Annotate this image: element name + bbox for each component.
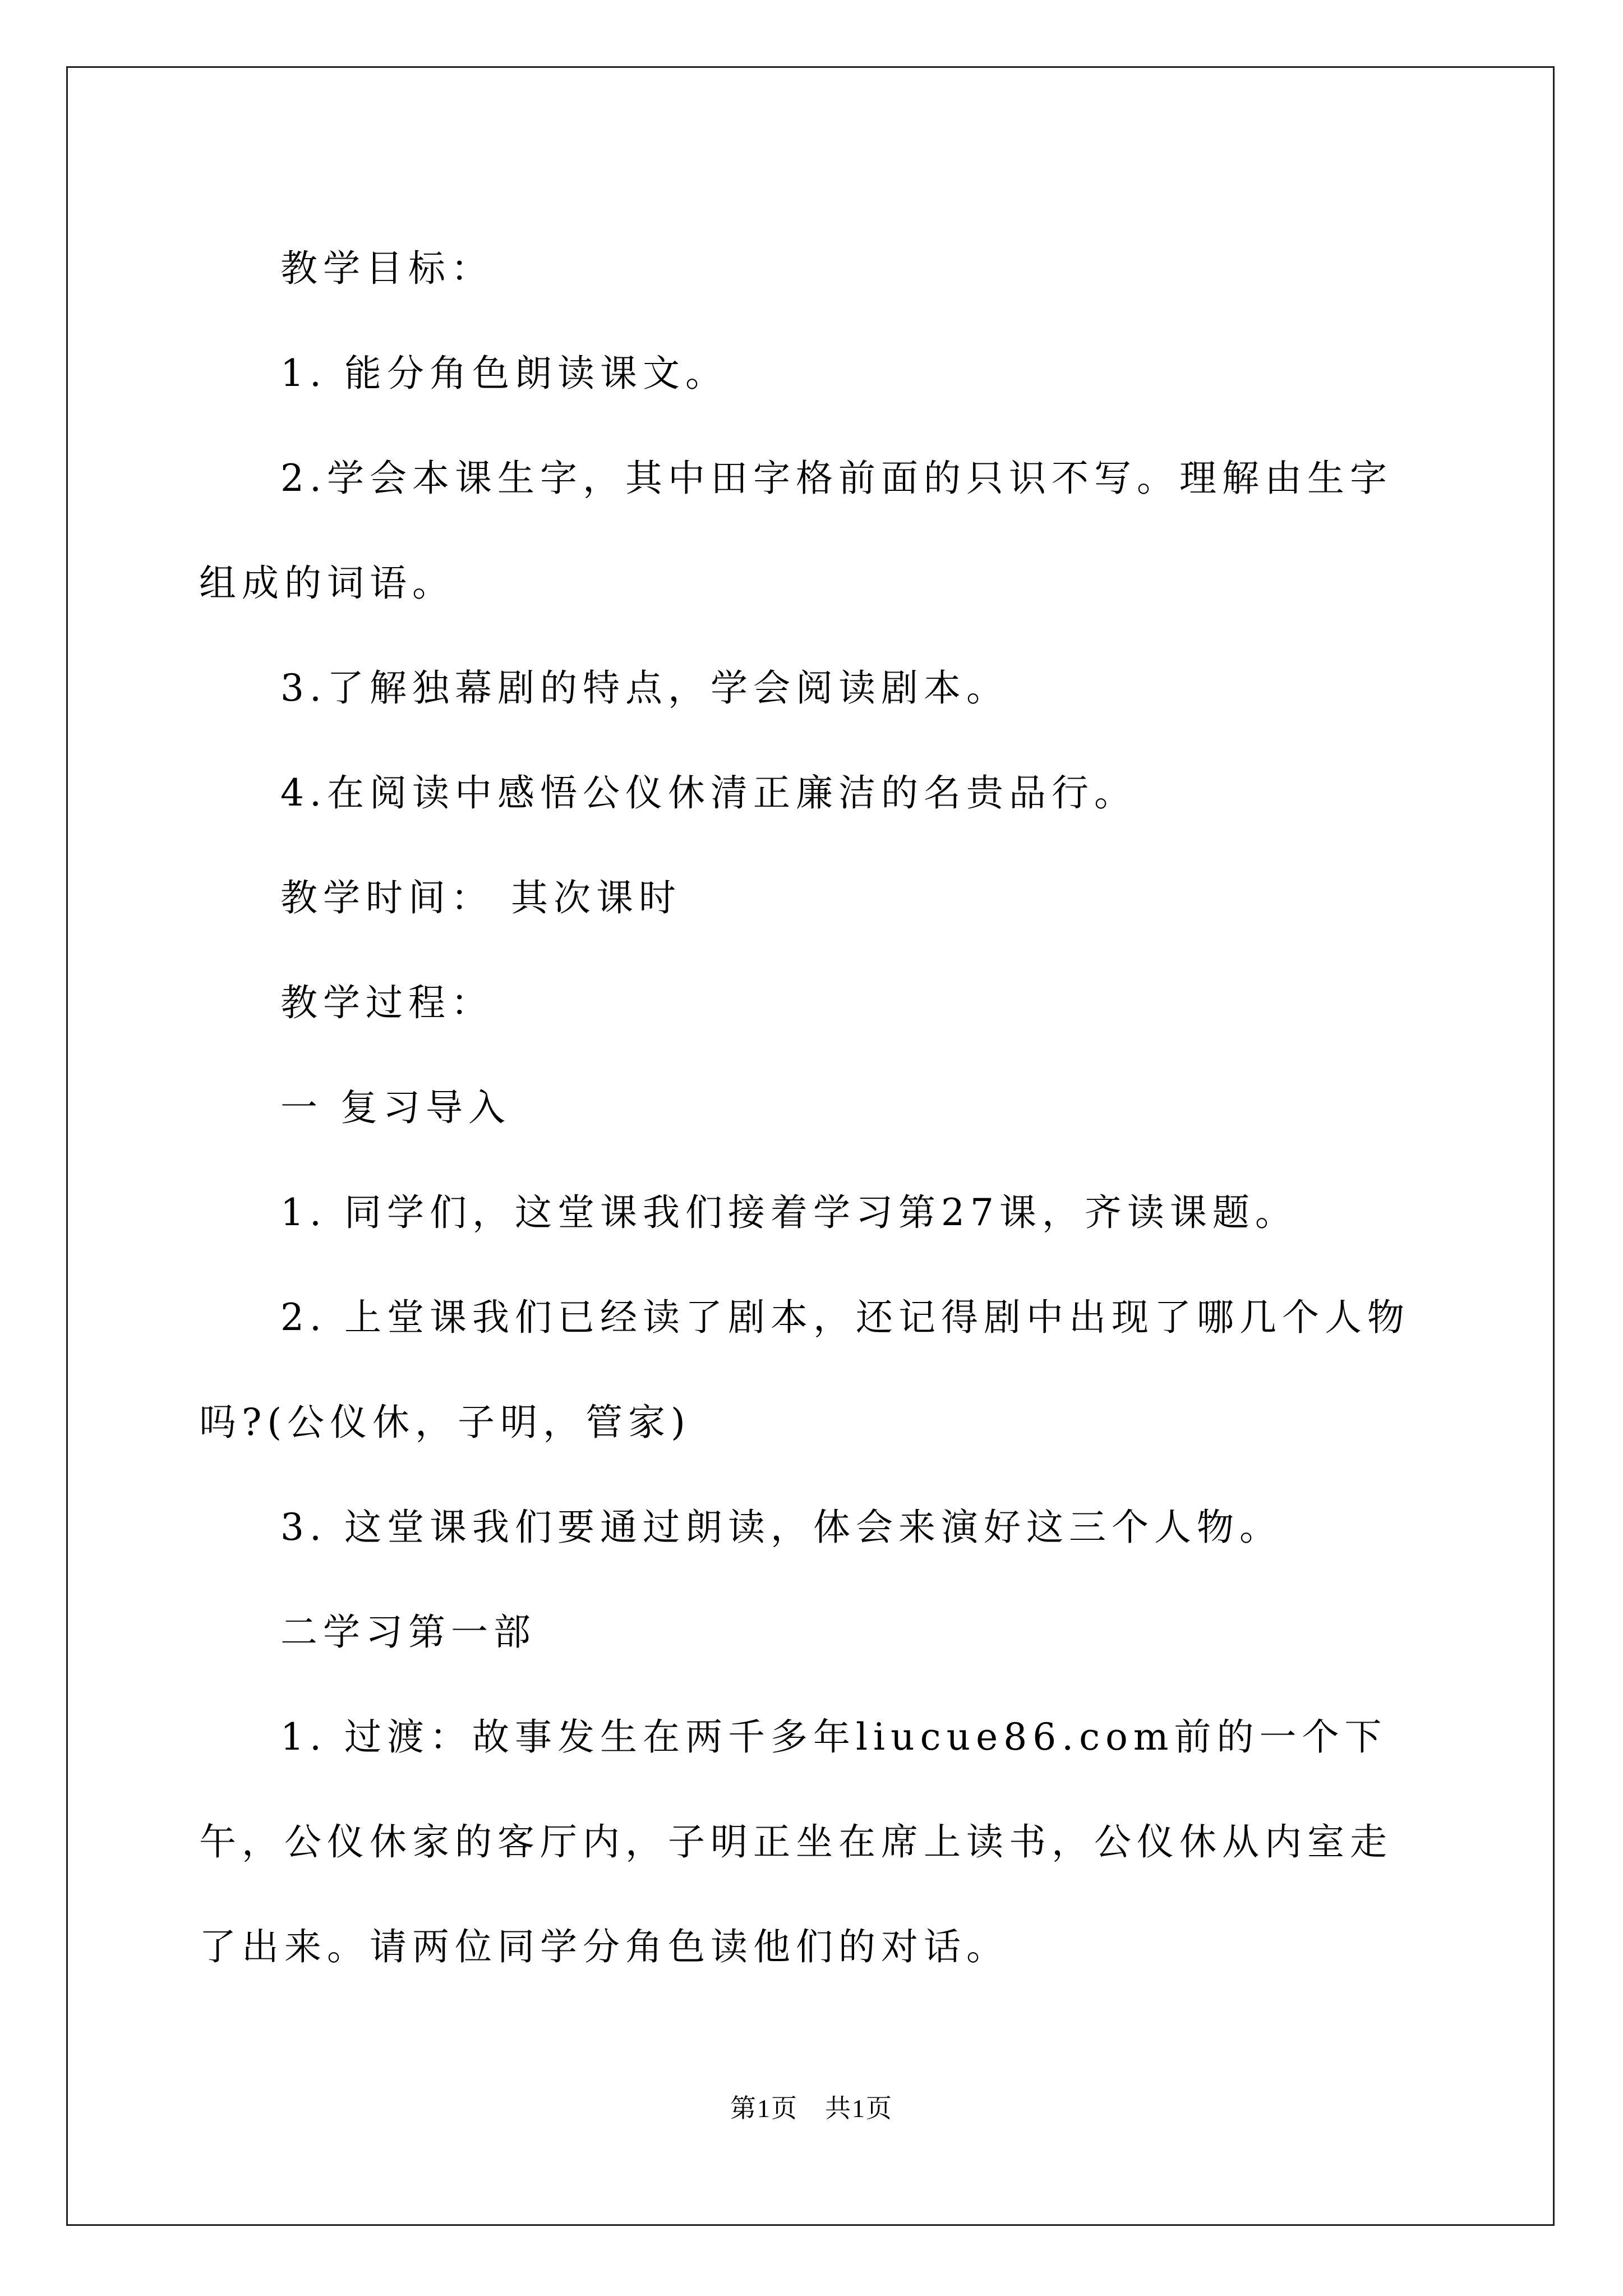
goal-item-4: 4.在阅读中感悟公仪休清正廉洁的名贵品行。 (280, 771, 1137, 815)
part-one-step-1: 1. 过渡：故事发生在两千多年liucue86.com前的一个下午，公仪休家的客厅内，子明正坐在席上读书，公仪休从内室走了出来。请两位同学分角色读他们的对话。 (199, 1715, 1393, 1968)
goal-item-1: 1. 能分角色朗读课文。 (280, 352, 728, 395)
document-body (199, 216, 1424, 1999)
section-review-intro: 一 复习导入 (280, 1086, 511, 1129)
teaching-time: 教学时间： 其次课时 (280, 876, 681, 919)
review-step-3: 3. 这堂课我们要通过朗读，体会来演好这三个人物。 (280, 1506, 1282, 1549)
goal-item-2: 2.学会本课生字，其中田字格前面的只识不写。理解由生字组成的词语。 (199, 457, 1393, 605)
review-step-1: 1. 同学们，这堂课我们接着学习第27课，齐读课题。 (280, 1191, 1298, 1234)
page-number-footer: 第1页 共1页 (730, 2094, 893, 2123)
goal-item-3: 3.了解独幕剧的特点，学会阅读剧本。 (280, 666, 1009, 710)
heading-teaching-process: 教学过程： (280, 981, 494, 1024)
section-part-one: 二学习第一部 (280, 1611, 536, 1654)
review-step-2: 2. 上堂课我们已经读了剧本，还记得剧中出现了哪几个人物吗?(公仪休，子明，管家) (199, 1296, 1410, 1444)
heading-teaching-goals: 教学目标： (280, 247, 494, 290)
